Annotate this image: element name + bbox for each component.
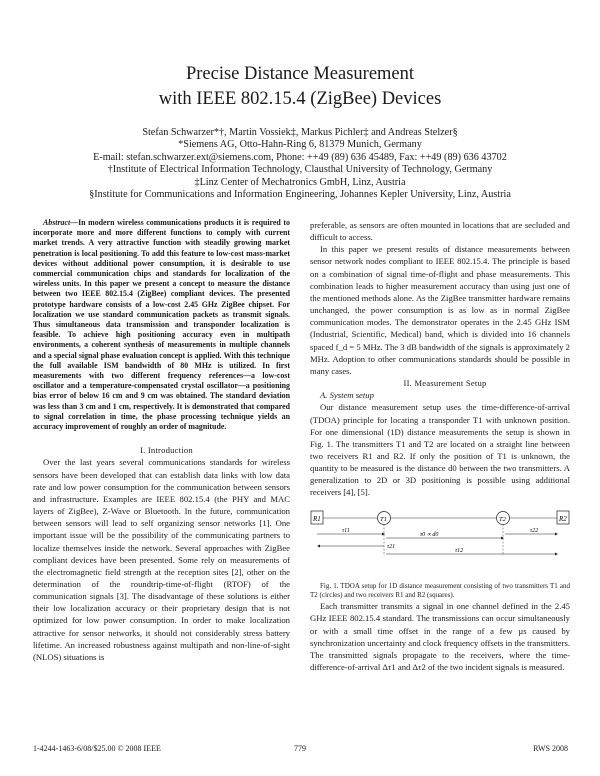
author-names: Stefan Schwarzer*†, Martin Vossiek‡, Markus Pichler‡ and Andreas Stelzer§ xyxy=(142,127,458,138)
tau12-label: τ12 xyxy=(455,547,464,554)
title-line-2: with IEEE 802.15.4 (ZigBee) Devices xyxy=(158,89,442,109)
author-block xyxy=(0,127,600,201)
setup-paragraph-1: Our distance measurement setup uses the time-difference-of-arrival (TDOA) principle for locating a transponder T1 with unknown position. For one dimensional (1D) distance measurements the setup is shown in Fig. 1. The transmitters T1 and T2 are located on a straight line between two receivers R1 and R2. If only the position of T1 is unknown, the quantity to be measured is the distance d0 between the two transmitters. A generalization to 2D or 3D positioning is possible using additional receivers [4], [5]. xyxy=(310,402,570,498)
abstract-lead: Abstract xyxy=(43,218,71,227)
affiliation-2: †Institute of Electrical Information Technology, Clausthal University of Technology, Germany xyxy=(107,164,493,176)
affiliation-1: *Siemens AG, Otto-Hahn-Ring 6, 81379 Munich, Germany xyxy=(178,139,422,151)
abstract-text: —In modern wireless communications products it is required to incorporate more and more different functions to comply with current market trends. A very attractive function with steadily growing market penetration is local positioning. To add this feature to low-cost mass-market devices without additional power consumption, it is desirable to use commercial communication chips and standards for localization of the wireless units. In this paper we present a concept to measure the distance between two IEEE 802.15.4 (ZigBee) compliant devices. The presented prototype hardware consists of a low-cost 2.45 GHz ZigBee chipset. For localization we use standard communication packets as transmit signals. Thus simultaneous data transmission and transponder localization is feasible. To achieve high positioning accuracy even in multipath environments, a coherent synthesis of measurements in multiple channels and a special signal phase evaluation concept is applied. With this technique the full available ISM bandwidth of 80 MHz is utilized. In first measurements with two different frequency references—a low-cost oscillator and a temperature-compensated crystal oscillator—a positioning bias error of below 16 cm and 9 cm was obtained. The standard deviation was less than 3 cm and 1 cm, respectively. It is demonstrated that compared to signal correlation in time, the phase processing technique yields an accuracy improvement of roughly an order of magnitude. xyxy=(33,218,290,432)
intro-paragraph-1-continued: preferable, as sensors are often mounted in locations that are secluded and difficult to access. xyxy=(310,220,570,243)
intro-paragraph-2: In this paper we present results of distance measurements between sensor network nodes compliant to IEEE 802.15.4. The principle is based on a combination of signal time-of-flight and phase measurements. This combination leads to higher measurement accuracy than using just one of the mentioned methods alone. As the ZigBee transmitter hardware remains unchanged, the power consumption is as low as in normal ZigBee communication modes. The demonstrator operates in the 2.45 GHz ISM (Industrial, Scientific, Medical) band, which is divided into 16 channels spaced f_d = 5 MHz. The 3 dB bandwidth of the signals is approximately 2 MHz. Adoption to other communications standards should be possible in many cases. xyxy=(310,244,570,376)
section-heading-introduction: I. Introduction xyxy=(140,445,193,456)
tau21-arrowhead xyxy=(317,544,320,547)
figure-1-diagram xyxy=(310,504,570,576)
affiliation-3: ‡Linz Center of Mechatronics GmbH, Linz, Austria xyxy=(194,176,406,188)
tau11-label: τ11 xyxy=(342,527,350,534)
abstract xyxy=(33,218,290,432)
section-heading-measurement-setup: II. Measurement Setup xyxy=(403,378,487,389)
setup-paragraph-2: Each transmitter transmits a signal in one channel defined in the 2.45 GHz IEEE 802.15.4 standard. The transmissions can occur simultaneously or with a small time offset in the range of a few µs caused by synchronization uncertainty and clock frequency offsets in the transmitters. The transmitted signals propagate to the receivers, where the time-difference-of-arrival Δτ1 and Δτ2 of the two incident signals is measured. xyxy=(310,601,570,672)
figure-1-caption: Fig. 1. TDOA setup for 1D distance measurement consisting of two transmitters T1 and T2 (circles) and two receivers R1 and R2 (squares). xyxy=(310,581,570,599)
footer-page-number: 779 xyxy=(294,744,306,753)
contact-line: E-mail: stefan.schwarzer.ext@siemens.com, Phone: ++49 (89) 636 45489, Fax: ++49 (89) 636 43702 xyxy=(93,151,507,163)
intro-paragraph-1: Over the last years several communications standards for wireless sensors have been developed that can establish data links with low data rate and low power consumption for the communication between sensors and infrastructure. Examples are IEEE 802.15.4 (the PHY and MAC layers of ZigBee), Z-Wave or Bluetooth. In the future, communication between sensors will lead to self organizing sensor networks [1]. One important issue will be the possibility of the communicating partners to localize themselves inside the network. Several approaches with ZigBee compliant devices have been presented. Some rely on measurements of the electromagnetic field strength at the reception sites [2], other on the determination of the roundtrip-time-of-flight (RTOF) of the communication signals [3]. The disadvantage of these solutions is either their low localization accuracy or their proprietary design that is not optimized for low power consumption. In order to make localization attractive for sensor networks, it should not considerably stress battery lifetime. An increased robustness against multipath and non-line-of-sight (NLOS) situations is xyxy=(33,457,290,662)
right-column xyxy=(310,219,570,673)
receiver-r1-label: R1 xyxy=(313,514,321,523)
footer-copyright: 1-4244-1463-6/08/$25.00 © 2008 IEEE xyxy=(33,744,161,753)
subsection-heading-system-setup: A. System setup xyxy=(320,390,374,401)
d0-label: τ0 ∝ d0 xyxy=(420,531,439,538)
d0-arrowhead xyxy=(501,536,504,539)
affiliation-4: §Institute for Communications and Information Engineering, Johannes Kepler University, Linz, Austria xyxy=(89,189,511,201)
tau22-label: τ22 xyxy=(530,527,539,534)
footer-conference: RWS 2008 xyxy=(533,744,568,753)
paper-title xyxy=(0,62,600,112)
tau11-arrowhead xyxy=(382,532,385,535)
transmitter-t2-label: T2 xyxy=(499,515,506,523)
tau22-arrowhead xyxy=(555,532,558,535)
figure-1 xyxy=(310,504,570,576)
title-line-1: Precise Distance Measurement xyxy=(185,64,415,84)
tau12-arrowhead xyxy=(555,552,558,555)
receiver-r2-label: R2 xyxy=(559,514,567,523)
left-column xyxy=(33,218,290,663)
transmitter-t1-label: T1 xyxy=(380,515,387,523)
tau21-label: τ21 xyxy=(387,543,396,550)
